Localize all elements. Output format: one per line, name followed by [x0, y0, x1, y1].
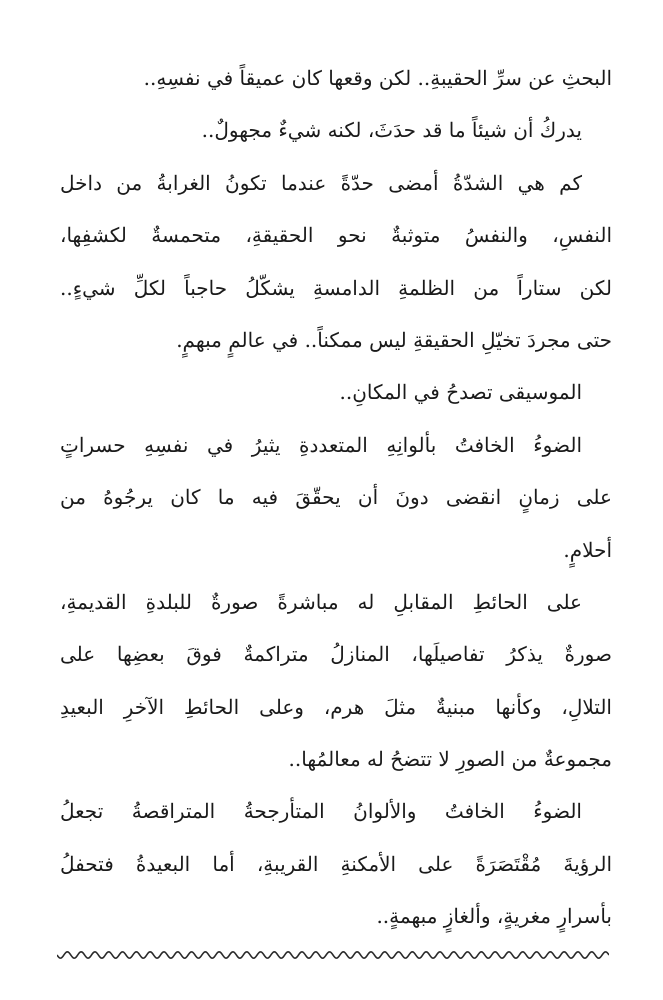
text-line: يدركُ أن شيئاً ما قد حدَثَ، لكنه شيءٌ مجهولٌ..: [201, 118, 582, 143]
text-line: الموسيقى تصدحُ في المكانِ..: [339, 380, 582, 405]
text-line: النفسِ، والنفسُ متوثبةٌ نحو الحقيقةِ، متحمسةٌ لكشفِها،: [60, 223, 612, 248]
text-line: البحثِ عن سرِّ الحقيبةِ.. لكن وقعها كان عميقاً في نفسِهِ..: [143, 66, 612, 90]
text-line: مجموعةٌ من الصورِ لا تتضحُ له معالمُها..: [288, 747, 612, 772]
text-line: حتى مجردَ تخيّلِ الحقيقةِ ليس ممكناً.. في عالمٍ مبهمٍ.: [176, 327, 612, 352]
text-line: كم هي الشدّةُ أمضى حدّةً عندما تكونُ الغرابةُ من داخل: [60, 170, 582, 195]
wavy-divider: [57, 946, 609, 964]
text-line: على زمانٍ انقضى دونَ أن يحقّقَ فيه ما كان يرجُوهُ من: [60, 485, 612, 510]
text-line: على الحائطِ المقابلِ له مباشرةً صورةٌ للبلدةِ القديمةِ،: [60, 589, 582, 614]
text-line: التلالِ، وكأنها مبنيةٌ مثلَ هرم، وعلى الحائطِ الآخرِ البعيدِ: [60, 694, 612, 719]
paragraph: [60, 576, 612, 786]
text-line: الضوءُ الخافتُ بألوانِهِ المتعددةِ يثيرُ في نفسِهِ حسراتٍ: [60, 432, 582, 457]
text-line: الرؤيةَ مُقْتَصَرَةً على الأمكنةِ القريبةِ، أما البعيدةُ فتحفلُ: [60, 851, 612, 876]
paragraph: [60, 52, 612, 157]
paragraph: [60, 419, 612, 576]
paragraph: [60, 366, 612, 418]
paragraph: [60, 157, 612, 367]
paragraph: [60, 785, 612, 942]
text-line: صورةٌ يذكرُ تفاصيلَها، المنازلُ متراكمةٌ فوقَ بعضِها على: [60, 642, 612, 667]
text-line: أحلامٍ.: [563, 537, 612, 562]
text-line: بأسرارٍ مغريةٍ، وألغازٍ مبهمةٍ..: [376, 904, 612, 929]
text-body: [60, 52, 612, 943]
text-line: لكن ستاراً من الظلمةِ الدامسةِ يشكّلُ حاجباً لكلِّ شيءٍ..: [60, 275, 612, 300]
text-line: الضوءُ الخافتُ والألوانُ المتأرجحةُ المتراقصةُ تجعلُ: [60, 799, 582, 824]
